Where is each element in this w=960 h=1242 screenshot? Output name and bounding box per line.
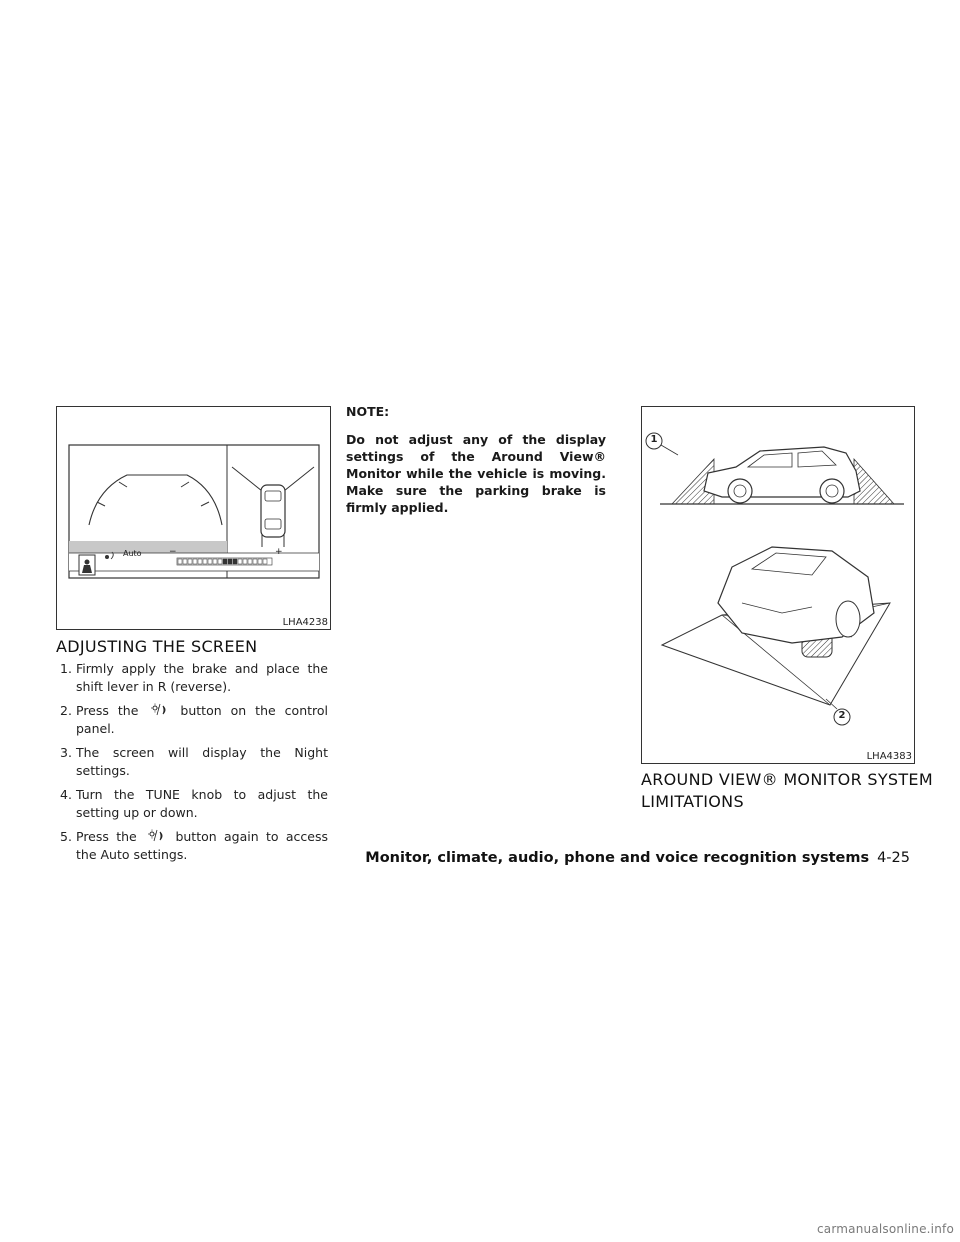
adjusting-steps-list	[56, 660, 328, 870]
list-item: 1. Firmly apply the brake and place the shift lever in R (reverse).	[60, 661, 328, 694]
bar-minus-label: −	[169, 547, 177, 557]
section-title-line-2: LIMITATIONS	[641, 792, 744, 811]
figure-adjusting-screen	[56, 406, 331, 630]
page-footer	[365, 850, 910, 866]
section-title-adjusting-screen: ADJUSTING THE SCREEN	[56, 637, 258, 656]
figure-code: LHA4238	[282, 617, 328, 628]
callout-2: 2	[838, 710, 846, 721]
monitor-screen-illustration	[57, 407, 330, 629]
day-night-icon	[151, 703, 167, 717]
figure-code: LHA4383	[866, 751, 912, 762]
watermark: carmanualsonline.info	[817, 1222, 954, 1236]
chapter-title: Monitor, climate, audio, phone and voice recognition systems	[365, 850, 870, 866]
note-block	[346, 404, 606, 516]
list-item: 2. Press the button on the control panel.	[60, 703, 329, 736]
section-title-avm-limitations	[641, 770, 941, 811]
figure-camera-coverage	[641, 406, 915, 764]
section-title-line-1: AROUND VIEW® MONITOR SYSTEM	[641, 770, 933, 789]
day-night-icon	[148, 829, 164, 843]
list-item: 3. The screen will display the Night settings.	[60, 745, 328, 778]
note-body: Do not adjust any of the display settings of the Around View® Monitor while the vehicle is moving. Make sure the parking brake is firmly applied.	[346, 432, 606, 515]
list-item: 5. Press the button again to access the Auto settings.	[60, 829, 328, 862]
bar-plus-label: +	[275, 547, 283, 557]
page-number: 4-25	[877, 850, 910, 866]
bar-auto-label: Auto	[123, 549, 142, 558]
brightness-level-bar	[177, 558, 272, 565]
list-item: 4. Turn the TUNE knob to adjust the setting up or down.	[60, 787, 328, 820]
note-title: NOTE:	[346, 404, 390, 419]
camera-coverage-illustration	[642, 407, 914, 763]
callout-1: 1	[650, 434, 658, 445]
